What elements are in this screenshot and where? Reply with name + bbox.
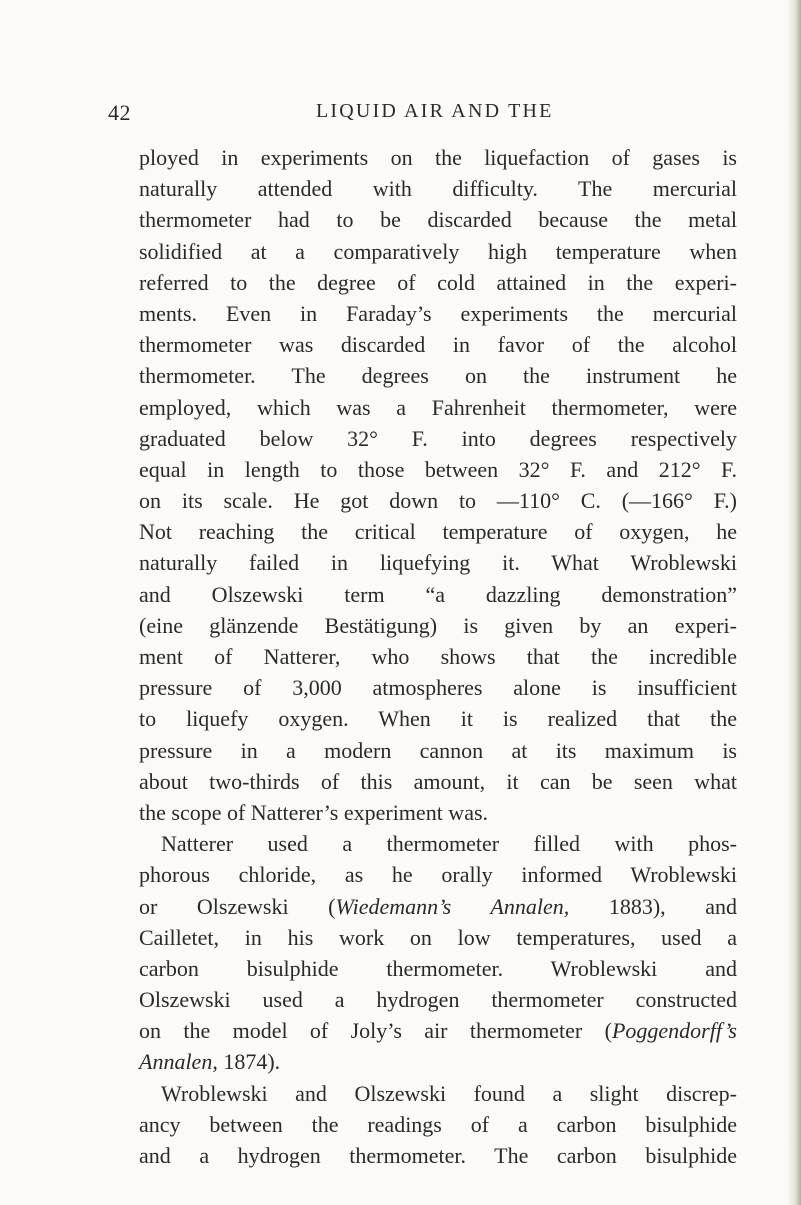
text-line: Not reaching the critical temperature of oxygen, he <box>139 519 737 545</box>
text-line: solidified at a comparatively high temperature when <box>139 238 737 264</box>
text-line: (eine glänzende Bestätigung) is given by an experi- <box>139 612 737 638</box>
text-line: naturally failed in liquefying it. What Wroblewski <box>139 550 737 576</box>
text-line: to liquefy oxygen. When it is realized that the <box>139 706 737 732</box>
text-line: Annalen, 1874). <box>139 1049 281 1075</box>
text-line: ments. Even in Faraday’s experiments the mercurial <box>139 300 737 326</box>
text-line: graduated below 32° F. into degrees respectively <box>139 425 737 451</box>
text-line: naturally attended with difficulty. The mercurial <box>139 176 737 202</box>
citation-title: Wiedemann’s Annalen, <box>335 893 570 919</box>
text-line: or Olszewski (Wiedemann’s Annalen, 1883), and <box>139 893 737 919</box>
text-line: Cailletet, in his work on low temperatures, used a <box>139 924 737 950</box>
text-line: Olszewski used a hydrogen thermometer constructed <box>139 987 737 1013</box>
body-text <box>139 142 737 1171</box>
text-line: thermometer had to be discarded because the metal <box>139 207 737 233</box>
text-line: on its scale. He got down to —110° C. (—166° F.) <box>139 488 737 514</box>
text-line: and Olszewski term “a dazzling demonstration” <box>139 581 737 607</box>
text-line: pressure of 3,000 atmospheres alone is insufficient <box>139 675 737 701</box>
text-line: ancy between the readings of a carbon bisulphide <box>139 1111 737 1137</box>
page-header <box>108 100 728 130</box>
text-line: ment of Natterer, who shows that the incredible <box>139 644 737 669</box>
text-line: Natterer used a thermometer filled with phos- <box>161 831 737 857</box>
text-line: pressure in a modern cannon at its maximum is <box>139 737 737 763</box>
text-line: equal in length to those between 32° F. and 212° F. <box>139 456 737 482</box>
text-line: phorous chloride, as he orally informed Wroblewski <box>139 862 737 888</box>
text-line: ployed in experiments on the liquefaction of gases is <box>139 145 737 170</box>
citation-title: Annalen, <box>139 1049 218 1075</box>
text-line: carbon bisulphide thermometer. Wroblewski and <box>139 955 737 981</box>
page-number: 42 <box>108 100 131 125</box>
text-line: employed, which was a Fahrenheit thermometer, were <box>139 394 737 420</box>
running-head: LIQUID AIR AND THE <box>316 100 554 122</box>
text-line: thermometer. The degrees on the instrument he <box>139 363 737 389</box>
text-line: on the model of Joly’s air thermometer (Poggendorff’s <box>139 1018 737 1044</box>
citation-title: Poggendorff’s <box>611 1018 737 1044</box>
text-line: and a hydrogen thermometer. The carbon bisulphide <box>139 1143 737 1168</box>
text-line: referred to the degree of cold attained in the experi- <box>139 269 737 295</box>
text-line: the scope of Natterer’s experiment was. <box>139 799 489 825</box>
text-line: Wroblewski and Olszewski found a slight discrep- <box>161 1080 737 1106</box>
text-line: about two-thirds of this amount, it can be seen what <box>139 768 737 794</box>
page-edge-shadow <box>787 0 801 1205</box>
text-line: thermometer was discarded in favor of the alcohol <box>139 332 737 358</box>
